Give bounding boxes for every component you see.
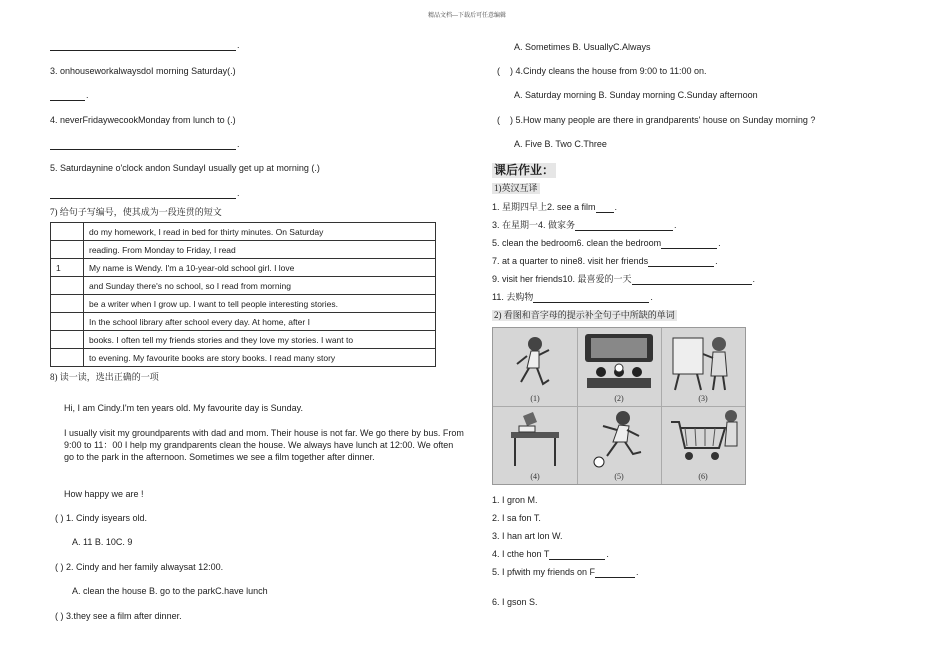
translate-item-7: 7. at a quarter to nine8. visit her friends . [492,256,718,266]
fill-sentence-3: 3. I han art lon W. [492,531,563,541]
question-3: 3. onhouseworkalwaysdoI morning Saturday(.) [50,66,236,76]
translate-item-11: 11. 去购物 . [492,292,653,302]
mc-question-4-text: ) 4.Cindy cleans the house from 9:00 to 11:00 on. [510,66,707,76]
translate-item-1: 1. 星期四早上2. see a film . [492,202,618,212]
passage-paragraph-1: Hi, I am Cindy.I'm ten years old. My favourite day is Sunday. [64,403,303,413]
section-7-title: 7) 给句子写编号，使其成为一段连贯的短文 [50,207,222,217]
order-row [51,331,436,349]
order-number-cell[interactable] [51,313,84,331]
sentence-order-table [50,222,436,367]
fill-sentence-2: 2. I sa fon T. [492,513,541,523]
picture-caption: (5) [614,472,624,481]
mc-question-2 [55,562,223,573]
order-row [51,295,436,313]
mc-options-2: A. clean the house B. go to the parkC.have lunch [72,586,268,596]
order-sentence-cell: My name is Wendy. I'm a 10-year-old school girl. I love [84,259,436,277]
mc-question-3 [55,611,182,622]
answer-blank[interactable] [661,239,717,249]
translate-item-7-text: 7. at a quarter to nine8. visit her friends [492,256,649,266]
order-number-cell[interactable] [51,295,84,313]
question-5: 5. Saturdaynine o'clock andon SundayI usually get up at morning (.) [50,163,320,173]
picture-caption: (1) [530,394,540,403]
picture-2-cinema [577,328,661,406]
picture-3-painting [661,328,745,406]
translate-item-3: 3. 在星期一4. 做家务 . [492,220,677,230]
picture-grid [492,327,746,485]
order-sentence-cell: be a writer when I grow up. I want to tell people interesting stories. [84,295,436,313]
mc-options-1: A. 11 B. 10C. 9 [72,537,133,547]
subsection-1-title: 1)英汉互译 [494,183,538,193]
passage-paragraph-3: How happy we are ! [64,489,144,499]
fill-sentence-5: 5. I pfwith my friends on F . [492,567,639,577]
mc-question-3-text: 3.they see a film after dinner. [66,611,182,621]
mc-question-4 [497,66,706,77]
picture-caption: (4) [530,472,540,481]
fill-sentence-4-text: 4. I cthe hon T [492,549,550,559]
picture-6-shopping-cart [661,406,745,484]
answer-blank[interactable] [575,221,673,231]
order-number-cell[interactable] [51,277,84,295]
order-number-cell[interactable]: 1 [51,259,84,277]
order-row [51,349,436,367]
question-4: 4. neverFridaywecookMonday from lunch to (.) [50,115,236,125]
order-sentence-cell: In the school library after school every day. At home, after I [84,313,436,331]
answer-blank[interactable] [595,568,635,578]
answer-line-q2[interactable]: . [50,40,240,51]
answer-paren[interactable]: ( ) [55,562,64,572]
translate-item-5: 5. clean the bedroom6. clean the bedroom . [492,238,721,248]
translate-item-11-text: 11. 去购物 [492,292,534,302]
mc-question-5-text: ) 5.How many people are there in grandparents' house on Sunday morning ? [510,115,816,125]
answer-paren[interactable]: ( ) [55,611,64,621]
translate-item-9-text: 9. visit her friends10. 最喜爱的一天 [492,274,632,284]
translate-item-1-text: 1. 星期四早上2. see a film [492,202,596,212]
order-row [51,241,436,259]
section-8-title: 8) 读一读，选出正确的一项 [50,372,159,382]
mc-question-1 [55,513,147,524]
mc-options-5: A. Five B. Two C.Three [514,139,607,149]
picture-1-running-girl [493,328,577,406]
answer-blank[interactable] [533,293,649,303]
answer-blank[interactable] [549,550,605,560]
translate-item-3-text: 3. 在星期一4. 做家务 [492,220,576,230]
answer-paren[interactable]: ( ) [55,513,64,523]
mc-options-4: A. Saturday morning B. Sunday morning C.Sunday afternoon [514,90,758,100]
picture-5-football [577,406,661,484]
order-number-cell[interactable] [51,223,84,241]
order-row [51,277,436,295]
answer-blank[interactable] [596,203,614,213]
fill-sentence-1: 1. I gron M. [492,495,538,505]
fill-sentence-4: 4. I cthe hon T . [492,549,609,559]
page-watermark: 精品文档---下载后可任意编辑 [428,13,506,19]
fill-sentence-6: 6. I gson S. [492,597,538,607]
homework-title: 课后作业： [494,163,555,177]
answer-line-q4[interactable]: . [50,139,240,150]
answer-line-q5[interactable]: . [50,188,240,199]
answer-paren[interactable]: ( [497,115,500,125]
picture-caption: (6) [698,472,708,481]
order-sentence-cell: and Sunday there's no school, so I read from morning [84,277,436,295]
translate-item-9: 9. visit her friends10. 最喜爱的一天 . [492,274,756,284]
passage-paragraph-2: I usually visit my groundparents with dad and mom. Their house is not far. We go there by bus. From 9:00 to 11：00 I help my grandparents clean the house. We always have lunch at 12:00. We often go to the park in the afternoon. Sometimes we see a film together after dinner. [64,428,464,462]
order-row [51,259,436,277]
picture-caption: (3) [698,394,708,403]
order-sentence-cell: reading. From Monday to Friday, I read [84,241,436,259]
order-number-cell[interactable] [51,241,84,259]
order-number-cell[interactable] [51,331,84,349]
mc-question-1-text: 1. Cindy isyears old. [66,513,148,523]
answer-blank[interactable] [632,275,752,285]
mc-question-2-text: 2. Cindy and her family alwaysat 12:00. [66,562,224,572]
order-row [51,223,436,241]
order-row [51,313,436,331]
fill-sentence-5-text: 5. I pfwith my friends on F [492,567,596,577]
picture-caption: (2) [614,394,624,403]
picture-4-study-desk [493,406,577,484]
mc-options-3: A. Sometimes B. UsuallyC.Always [514,42,651,52]
answer-paren[interactable]: ( [497,66,500,76]
answer-line-q3[interactable]: . [50,90,89,101]
order-number-cell[interactable] [51,349,84,367]
subsection-2-title: 2) 看图和音字母的提示补全句子中所缺的单词 [494,310,675,320]
mc-question-5 [497,115,815,126]
order-sentence-cell: to evening. My favourite books are story books. I read many story [84,349,436,367]
order-sentence-cell: books. I often tell my friends stories and they love my stories. I want to [84,331,436,349]
order-sentence-cell: do my homework, I read in bed for thirty minutes. On Saturday [84,223,436,241]
translate-item-5-text: 5. clean the bedroom6. clean the bedroom [492,238,662,248]
answer-blank[interactable] [648,257,714,267]
